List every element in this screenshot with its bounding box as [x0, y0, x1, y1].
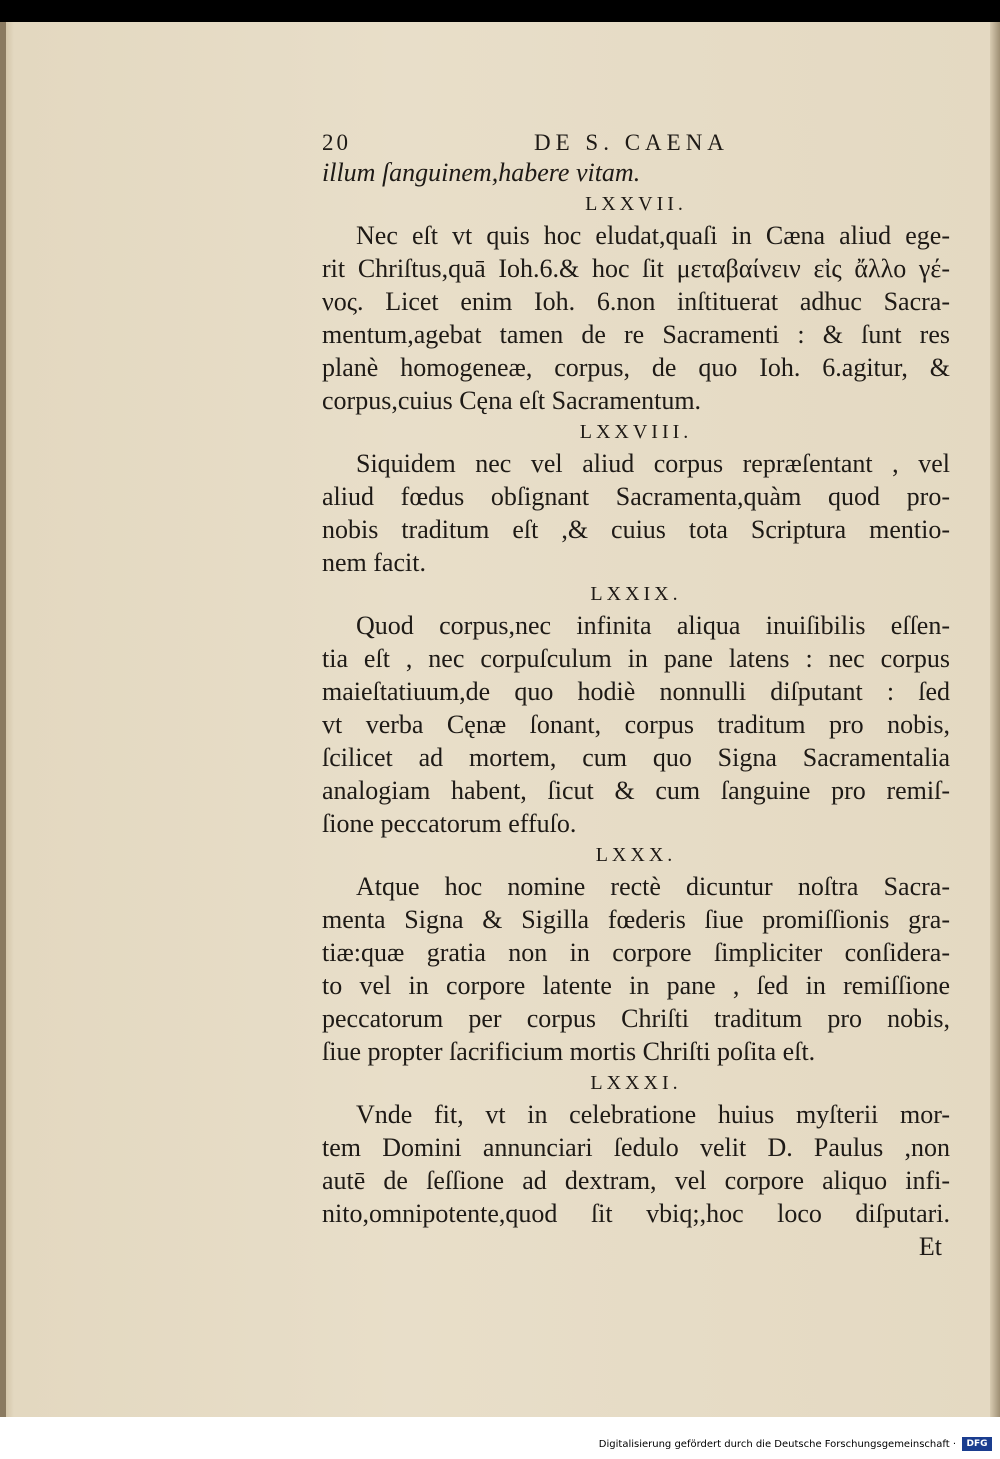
text-line: planè homogeneæ, corpus, de quo Ioh. 6.agitur, & [322, 353, 950, 382]
text-line: nobis traditum eſt ,& cuius tota Scriptura mentio- [322, 515, 950, 544]
text-line: Quod corpus,nec infinita aliqua inuiſibilis eſſen- [356, 611, 950, 640]
section-heading: LXXVII. [585, 193, 687, 215]
text-line: Vnde fit, vt in celebratione huius myſterii mor- [356, 1100, 950, 1129]
text-line: Nec eſt vt quis hoc eludat,quaſi in Cæna aliud ege- [356, 221, 950, 250]
text-line: ſiue propter ſacrificium mortis Chriſti poſita eſt. [322, 1037, 816, 1066]
section-heading: LXXX. [595, 844, 677, 866]
text-line: ſcilicet ad mortem, cum quo Signa Sacramentalia [322, 743, 950, 772]
page-gutter [0, 22, 6, 1417]
text-line: analogiam habent, ſicut & cum ſanguine pro remiſ- [322, 776, 950, 805]
text-line: nito,omnipotente,quod ſit vbiq;,hoc loco diſputari. [322, 1199, 950, 1228]
text-line: to vel in corpore latente in pane , ſed in remiſſione [322, 971, 950, 1000]
footer-bar [0, 1417, 1000, 1459]
section-lxxviii [322, 417, 950, 579]
section-heading: LXXVIII. [579, 421, 693, 443]
opening-line: illum ſanguinem,habere vitam. [322, 158, 641, 187]
text-line: tem Domini annunciari ſedulo velit D. Paulus ,non [322, 1133, 950, 1162]
section-lxxx [322, 840, 950, 1068]
text-line: corpus,cuius Cęna eſt Sacramentum. [322, 386, 702, 415]
page-edge [990, 22, 1000, 1417]
text-line: peccatorum per corpus Chriſti traditum pro nobis, [322, 1004, 950, 1033]
text-block [322, 116, 950, 1264]
text-line: menta Signa & Sigilla fœderis ſiue promiſſionis gra- [322, 905, 950, 934]
text-line: tia eſt , nec corpuſculum in pane latens : nec corpus [322, 644, 950, 673]
text-line: mentum,agebat tamen de re Sacramenti : & ſunt res [322, 320, 950, 349]
section-heading: LXXIX. [590, 583, 682, 605]
catchword: Et [918, 1232, 942, 1261]
section-heading: LXXXI. [590, 1072, 682, 1094]
text-line: autē de ſeſſione ad dextram, vel corpore aliquo infi- [322, 1166, 950, 1195]
running-title: DE S. CAENA [534, 130, 729, 155]
text-line: rit Chriſtus,quā Ioh.6.& hoc ſit μεταβαίνειν εἰς ἄλλο γέ- [322, 254, 950, 283]
text-line: Siquidem nec vel aliud corpus repræſentant , vel [356, 449, 950, 478]
book-page [0, 22, 1000, 1417]
section-lxxvii [322, 189, 950, 417]
text-line: tiæ:quæ gratia non in corpore ſimpliciter conſidera- [322, 938, 950, 967]
text-line: Atque hoc nomine rectè dicuntur noſtra Sacra- [356, 872, 950, 901]
text-line: νος. Licet enim Ioh. 6.non inſtituerat adhuc Sacra- [322, 287, 950, 316]
dfg-logo: DFG [962, 1437, 992, 1451]
text-line: aliud fœdus obſignant Sacramenta,quàm quod pro- [322, 482, 950, 511]
text-line: vt verba Cęnæ ſonant, corpus traditum pro nobis, [322, 710, 950, 739]
text-line: ſione peccatorum effuſo. [322, 809, 577, 838]
section-lxxxi [322, 1068, 950, 1230]
footer-credit: Digitalisierung gefördert durch die Deutsche Forschungsgemeinschaft · [598, 1439, 956, 1450]
page-number: 20 [322, 130, 351, 155]
section-lxxix [322, 579, 950, 840]
text-line: maieſtatiuum,de quo hodiè nonnulli diſputant : ſed [322, 677, 950, 706]
running-head [322, 116, 950, 156]
text-line: nem facit. [322, 548, 426, 577]
